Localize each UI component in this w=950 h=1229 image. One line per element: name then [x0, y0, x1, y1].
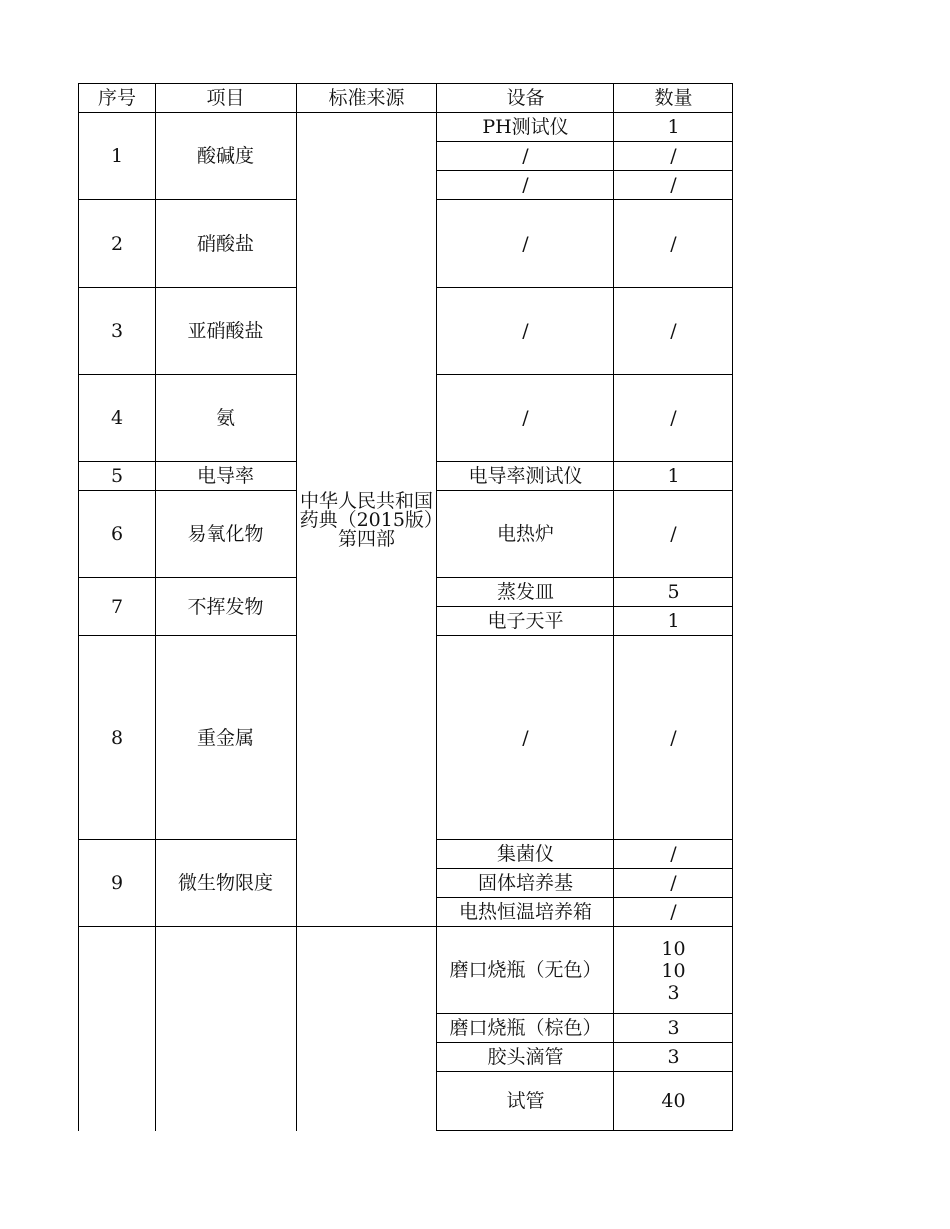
row-number: 5 — [110, 465, 124, 487]
quantity-cell: / — [670, 232, 677, 255]
grid-line — [436, 635, 733, 636]
device-cell: 电导率测试仪 — [468, 465, 583, 487]
grid-line — [436, 1130, 733, 1131]
quantity-cell: / — [670, 901, 677, 923]
device-cell: 集菌仪 — [496, 843, 554, 865]
grid-line — [436, 839, 733, 840]
grid-line — [78, 84, 79, 1131]
grid-line — [436, 141, 733, 142]
quantity-cell: 1 — [667, 610, 680, 632]
device-cell: / — [522, 726, 529, 749]
grid-line — [436, 461, 733, 462]
row-number: 4 — [110, 407, 124, 429]
item-name: 微生物限度 — [177, 872, 273, 894]
grid-line — [436, 490, 733, 491]
device-cell: 磨口烧瓶（无色） — [449, 959, 602, 981]
quantity-cell: / — [670, 726, 677, 749]
grid-line — [436, 1013, 733, 1014]
grid-line — [78, 199, 296, 200]
grid-line — [436, 1071, 733, 1072]
grid-line — [732, 84, 733, 1131]
device-cell: 固体培养基 — [477, 872, 573, 894]
row-number: 6 — [110, 523, 124, 545]
item-name: 易氧化物 — [187, 523, 264, 545]
device-cell: / — [522, 407, 529, 429]
header-item: 项目 — [206, 87, 245, 109]
quantity-cell: 1 — [667, 465, 680, 487]
grid-line — [78, 490, 296, 491]
grid-line — [78, 577, 296, 578]
header-device: 设备 — [506, 87, 545, 109]
quantity-cell: 40 — [661, 1089, 686, 1112]
device-cell: / — [522, 232, 529, 255]
grid-line — [436, 1042, 733, 1043]
header-standard: 标准来源 — [328, 87, 405, 109]
row-number: 1 — [110, 145, 124, 167]
grid-line — [436, 606, 733, 607]
grid-line — [78, 374, 296, 375]
device-cell: 磨口烧瓶（棕色） — [449, 1017, 602, 1039]
grid-line — [436, 868, 733, 869]
quantity-cell: / — [670, 523, 677, 545]
item-name: 酸碱度 — [196, 145, 254, 167]
grid-line — [296, 84, 297, 1131]
row-number: 3 — [110, 320, 124, 342]
device-cell: / — [522, 145, 529, 167]
grid-line — [78, 287, 296, 288]
grid-line — [436, 374, 733, 375]
device-cell: 电热炉 — [496, 523, 554, 545]
device-cell: 电热恒温培养箱 — [458, 901, 592, 923]
device-cell: / — [522, 174, 529, 196]
device-cell: PH测试仪 — [482, 116, 569, 138]
quantity-cell: 10 10 3 — [661, 937, 686, 1004]
header-quantity: 数量 — [654, 87, 693, 109]
device-cell: / — [522, 320, 529, 342]
standard-source: 中华人民共和国药典（2015版）第四部 — [299, 489, 434, 550]
quantity-cell: 3 — [667, 1046, 680, 1068]
grid-line — [78, 839, 296, 840]
grid-line — [155, 84, 156, 1131]
row-number: 8 — [110, 726, 124, 749]
grid-line — [78, 461, 296, 462]
grid-line — [78, 112, 733, 113]
quantity-cell: / — [670, 872, 677, 894]
device-cell: 胶头滴管 — [487, 1046, 564, 1068]
device-cell: 蒸发皿 — [496, 581, 554, 603]
header-seq: 序号 — [97, 87, 136, 109]
quantity-cell: / — [670, 145, 677, 167]
grid-line — [436, 287, 733, 288]
item-name: 亚硝酸盐 — [187, 320, 264, 342]
grid-line — [436, 897, 733, 898]
grid-line — [78, 635, 296, 636]
item-name: 不挥发物 — [187, 595, 264, 618]
grid-line — [78, 926, 733, 927]
row-number: 2 — [110, 232, 124, 255]
item-name: 氨 — [215, 407, 235, 429]
grid-line — [436, 199, 733, 200]
device-cell: 试管 — [506, 1089, 545, 1112]
grid-line — [436, 84, 437, 1131]
grid-line — [436, 577, 733, 578]
quantity-cell: / — [670, 174, 677, 196]
grid-line — [613, 84, 614, 1131]
device-cell: 电子天平 — [487, 610, 564, 632]
item-name: 硝酸盐 — [196, 232, 254, 255]
quantity-cell: / — [670, 320, 677, 342]
item-name: 电导率 — [196, 465, 254, 487]
quantity-cell: / — [670, 407, 677, 429]
grid-line — [78, 83, 733, 84]
row-number: 9 — [110, 872, 124, 894]
quantity-cell: 3 — [667, 1017, 680, 1039]
grid-line — [436, 170, 733, 171]
quantity-cell: 1 — [667, 116, 680, 138]
quantity-cell: / — [670, 843, 677, 865]
row-number: 7 — [110, 595, 124, 618]
item-name: 重金属 — [196, 726, 254, 749]
quantity-cell: 5 — [667, 581, 680, 603]
